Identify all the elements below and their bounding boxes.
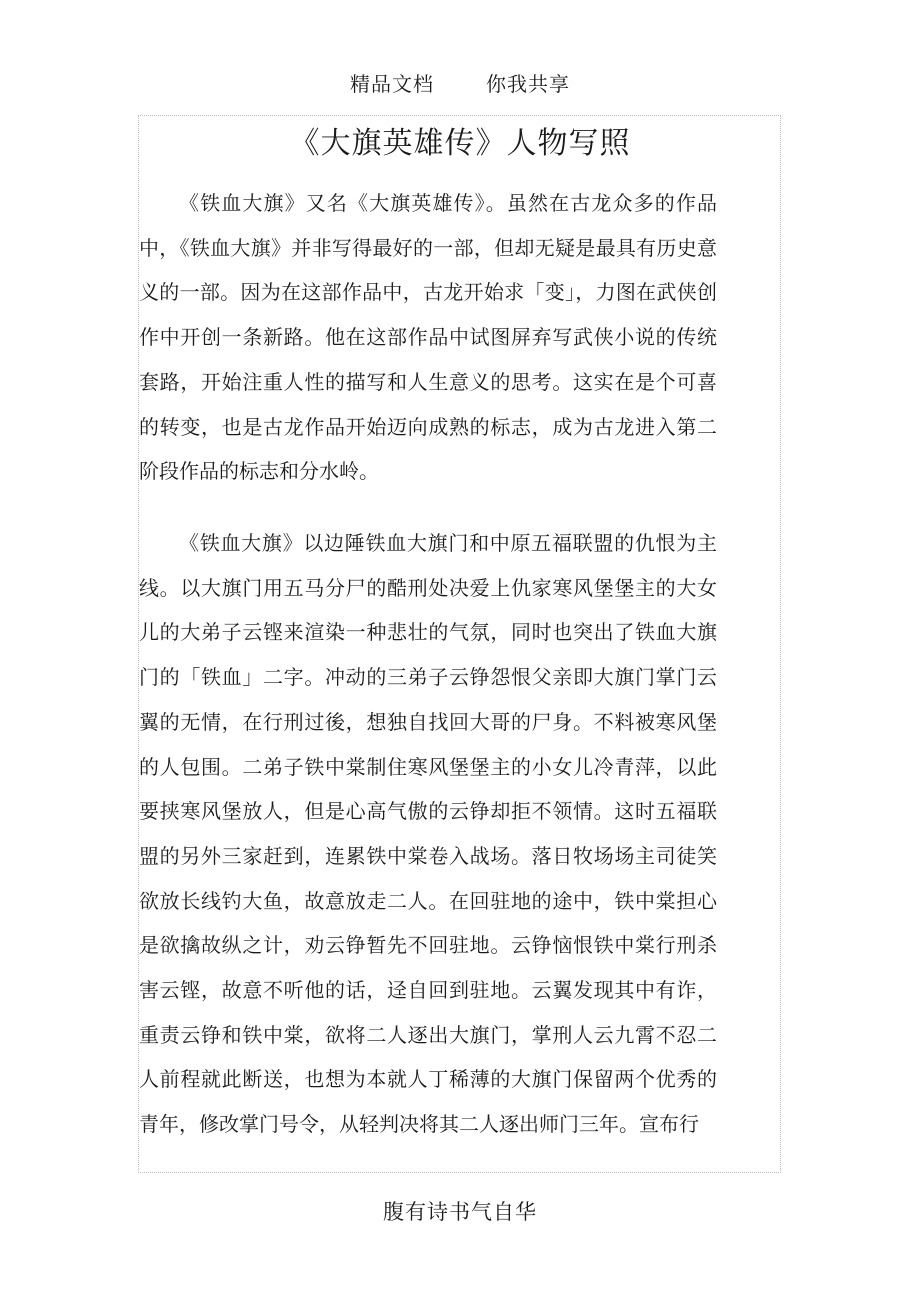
header-left-text: 精品文档	[350, 72, 434, 96]
document-title: 《大旗英雄传》人物写照	[289, 126, 631, 161]
page-header	[0, 68, 920, 97]
paragraph-1: 《铁血大旗》又名《大旗英雄传》。虽然在古龙众多的作品中，《铁血大旗》并非写得最好的一部，但却无疑是最具有历史意义的一部。因为在这部作品中，古龙开始求「变」，力图在武侠创作中开创一条新路。他在这部作品中试图屏弃写武侠小说的传统套路，开始注重人性的描写和人生意义的思考。这实在是个可喜的转变，也是古龙作品开始迈向成熟的标志，成为古龙进入第二阶段作品的标志和分水岭。	[139, 191, 717, 484]
page-footer: 腹有诗书气自华	[383, 1200, 537, 1224]
paragraph-2: 《铁血大旗》以边陲铁血大旗门和中原五福联盟的仇恨为主线。以大旗门用五马分尸的酷刑处决爱上仇家寒风堡堡主的大女儿的大弟子云铿来渲染一种悲壮的气氛，同时也突出了铁血大旗门的「铁血」二字。冲动的三弟子云铮怨恨父亲即大旗门掌门云翼的无情，在行刑过後，想独自找回大哥的尸身。不料被寒风堡的人包围。二弟子铁中棠制住寒风堡堡主的小女儿冷青萍，以此要挟寒风堡放人，但是心高气傲的云铮却拒不领情。这时五福联盟的另外三家赶到，连累铁中棠卷入战场。落日牧场场主司徒笑欲放长线钓大鱼，故意放走二人。在回驻地的途中，铁中棠担心是欲擒故纵之计，劝云铮暂先不回驻地。云铮恼恨铁中棠行刑杀害云铿，故意不听他的话，迳自回到驻地。云翼发现其中有诈，重责云铮和铁中棠，欲将二人逐出大旗门，掌刑人云九霄不忍二人前程就此断送，也想为本就人丁稀薄的大旗门保留两个优秀的青年，修改掌门号令，从轻判决将其二人逐出师门三年。宣布行	[139, 531, 717, 1137]
header-right-text: 你我共享	[486, 72, 570, 96]
